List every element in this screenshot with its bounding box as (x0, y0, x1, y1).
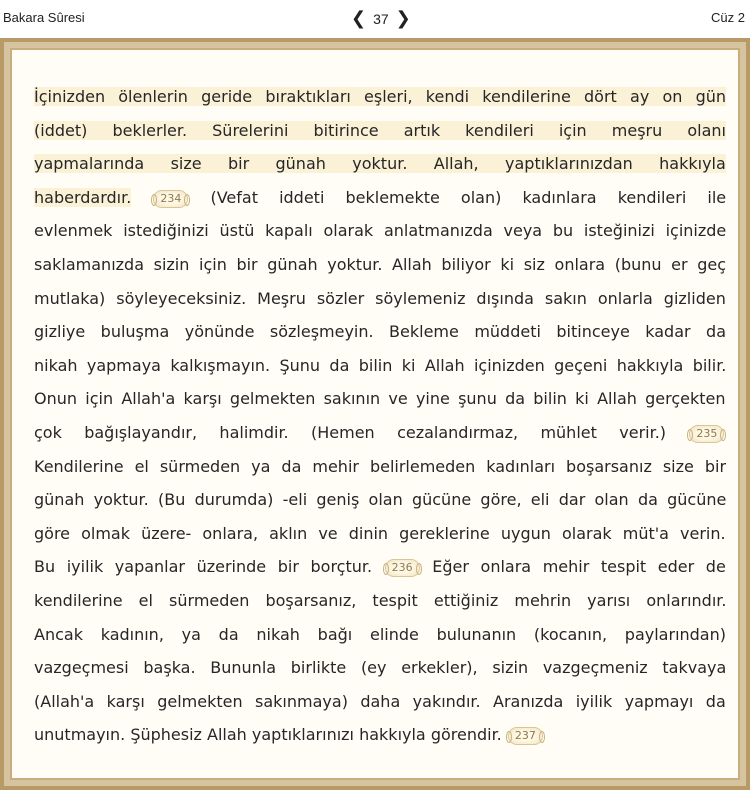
text-line (34, 382, 726, 416)
ayah-number-marker[interactable]: 237 (509, 728, 542, 744)
ayah-number-marker[interactable]: 236 (386, 560, 419, 576)
chevron-left-icon[interactable]: ❮ (351, 8, 367, 29)
text-segment: saklamanızda sizin için bir günah yoktur. Allah biliyor ki siz onlara (bunu er geç (34, 254, 726, 274)
text-segment: Eğer onlara mehir tespit eder de (432, 557, 726, 577)
text-segment: gizliye buluşma yönünde sözleşmeyin. Bekleme müddeti bitinceye kadar da (34, 322, 727, 342)
text-segment: vazgeçmesi başka. Bununla birlikte (ey erkekler), sizin vazgeçmeniz takvaya (34, 658, 727, 678)
text-line (34, 550, 726, 584)
text-line (34, 80, 726, 114)
surah-name: Bakara Sûresi (3, 10, 85, 25)
highlighted-text: yapmalarında size bir günah yoktur. Allah, yaptıklarınızdan hakkıyla (34, 154, 726, 174)
highlighted-text: İçinizden ölenlerin geride bıraktıkları eşleri, kendi kendilerine dört ay on gün (34, 87, 727, 106)
text-segment: Bu iyilik yapanlar üzerinde bir borçtur. (34, 557, 373, 577)
page-number: 37 (373, 11, 389, 27)
text-segment: Onun için Allah'a karşı gelmekten sakının ve yine şunu da bilin ki Allah gerçekten (34, 389, 726, 409)
text-line (34, 181, 726, 215)
top-bar (0, 0, 750, 38)
text-line (34, 718, 726, 752)
text-line (34, 450, 726, 484)
text-line (34, 147, 726, 181)
text-segment: evlenmek istediğinizi üstü kapalı olarak anlatmanızda veya bu isteğinizi içinizde (34, 221, 727, 241)
text-segment: Ancak kadının, ya da nikah bağı elinde bulunanın (kocanın, paylarından) (34, 624, 726, 644)
text-segment: günah yoktur. (Bu durumda) -eli geniş olan gücüne göre, eli dar olan da gücüne (34, 490, 727, 510)
text-line (34, 517, 726, 551)
text-segment: nikah yapmaya kalkışmayın. Şunu da bilin ki Allah içinizden geçeni hakkıyla bilir. (34, 355, 727, 375)
page-pager (351, 6, 411, 32)
page-frame (0, 38, 750, 790)
text-line (34, 483, 726, 517)
text-segment: Kendilerine el sürmeden ya da mehir belirlemeden kadınları boşarsanız size bir (34, 456, 727, 476)
text-line (34, 618, 726, 652)
text-line (34, 315, 726, 349)
verse-text (34, 80, 726, 752)
text-line (34, 685, 726, 719)
juz-name: Cüz 2 (711, 10, 745, 25)
text-segment: göre olmak üzere- onlara, aklın ve dinin gereklerine uygun olarak müt'a verin. (34, 523, 726, 543)
text-line (34, 349, 726, 383)
text-line (34, 214, 726, 248)
text-segment: çok bağışlayandır, halimdir. (Hemen cezalandırmaz, mühlet verir.) (34, 422, 667, 442)
chevron-right-icon[interactable]: ❯ (395, 8, 411, 29)
text-line (34, 114, 726, 148)
text-segment: (Allah'a karşı gelmekten sakınmaya) daha yakındır. Aranızda iyilik yapmayı da (34, 691, 726, 711)
highlighted-text: haberdardır. (34, 187, 132, 207)
page-content-panel (10, 48, 740, 780)
text-line (34, 282, 726, 316)
text-line (34, 416, 726, 450)
text-segment: unutmayın. Şüphesiz Allah yaptıklarınızı hakkıyla görendir. (34, 725, 502, 745)
ayah-number-marker[interactable]: 235 (690, 426, 723, 442)
highlighted-text: (iddet) beklerler. Sürelerini bitirince artık kendileri için meşru olanı (34, 120, 726, 140)
text-segment: (Vefat iddeti beklemekte olan) kadınlara kendileri ile (210, 187, 727, 207)
ayah-number-marker[interactable]: 234 (154, 191, 187, 207)
text-line (34, 584, 726, 618)
text-segment: mutlaka) söyleyeceksiniz. Meşru sözler söylemeniz dışında sakın onlarla gizliden (34, 288, 726, 308)
text-line (34, 651, 726, 685)
text-line (34, 248, 726, 282)
text-segment: kendilerine el sürmeden boşarsanız, tespit ettiğiniz mehrin yarısı onlarındır. (34, 590, 727, 610)
